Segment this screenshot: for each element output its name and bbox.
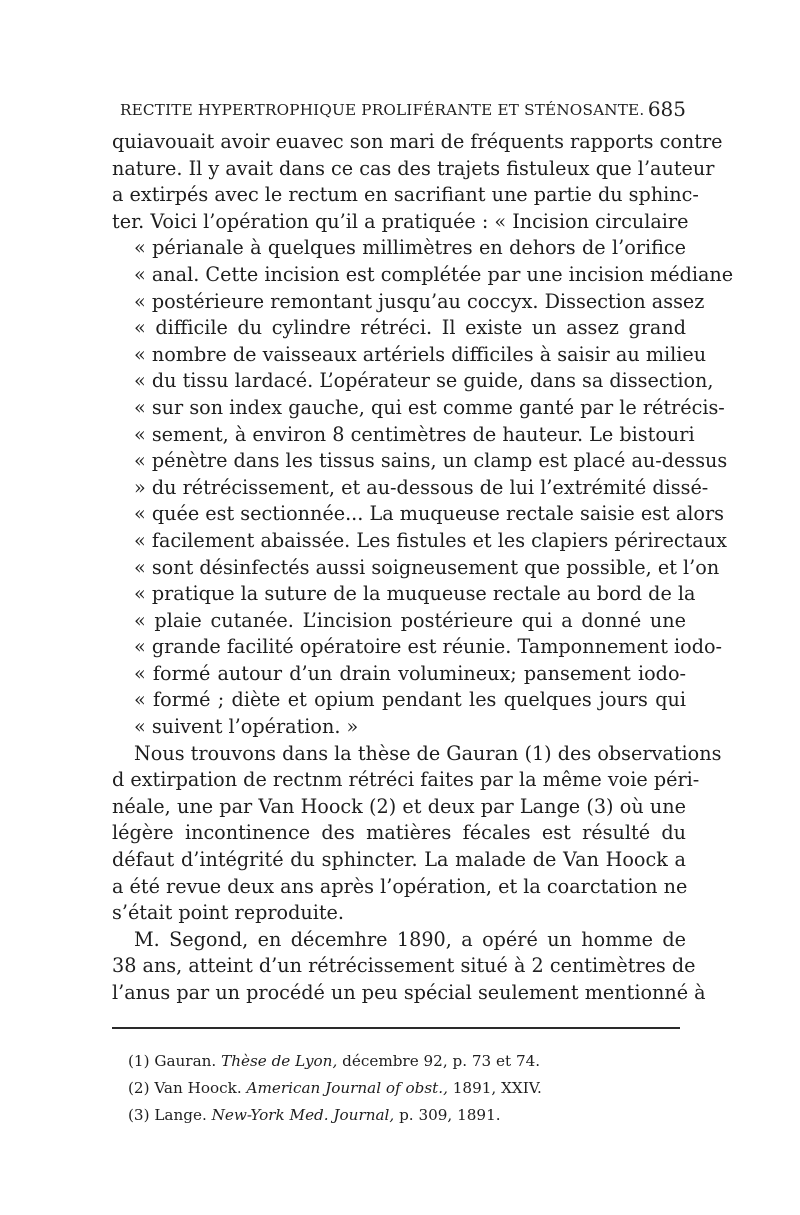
text-line: « sement, à environ 8 centimètres de hauteur. Le bistouri (134, 422, 695, 446)
text-line: nature. Il y avait dans ce cas des trajets fistuleux que l’auteur (112, 156, 715, 180)
text-line: « sont désinfectés aussi soigneusement que possible, et l’on (134, 555, 720, 579)
text-line: « pratique la suture de la muqueuse rectale au bord de la (134, 582, 696, 606)
footnote (128, 1048, 688, 1075)
footnote-author: Van Hoock. (154, 1079, 242, 1097)
footnote-marker: (3) (128, 1106, 150, 1124)
footnote-title: American Journal of obst., (246, 1079, 448, 1097)
text-line: « suivent l’opération. » (134, 715, 359, 739)
running-title: RECTITE HYPERTROPHIQUE PROLIFÉRANTE ET STÉNOSANTE. (120, 101, 645, 119)
text-line: s’était point reproduite. (112, 901, 345, 925)
text-line: « périanale à quelques millimètres en dehors de l’orifice (134, 236, 686, 260)
footnote-author: Lange. (154, 1106, 207, 1124)
footnote-marker: (2) (128, 1079, 150, 1097)
text-line: » du rétrécissement, et au-dessous de lui l’extrémité dissé- (134, 475, 709, 499)
text-line: « du tissu lardacé. L’opérateur se guide, dans sa dissection, (134, 369, 714, 393)
text-line: défaut d’intégrité du sphincter. La malade de Van Hoock a (112, 848, 686, 872)
footnote-details: 1891, XXIV. (452, 1079, 542, 1097)
text-line: « quée est sectionnée... La muqueuse rectale saisie est alors (134, 502, 724, 526)
footnotes (128, 1048, 688, 1129)
page-number: 685 (647, 97, 686, 121)
text-line: légère incontinence des matières fécales est résulté du (112, 821, 686, 845)
text-line: « formé ; diète et opium pendant les quelques jours qui (134, 688, 686, 712)
text-line: « difficile du cylindre rétréci. Il existe un assez grand (134, 316, 686, 340)
text-line: ter. Voici l’opération qu’il a pratiquée : « Incision circulaire (112, 209, 689, 233)
footnote-rule (112, 1027, 680, 1029)
footnote-title: New-York Med. Journal, (211, 1106, 395, 1124)
text-line: « pénètre dans les tissus sains, un clamp est placé au-dessus (134, 449, 728, 473)
footnote-author: Gauran. (154, 1052, 217, 1070)
page-header (114, 97, 686, 125)
footnote (128, 1075, 688, 1102)
footnote (128, 1102, 688, 1129)
text-line: « sur son index gauche, qui est comme ganté par le rétrécis- (134, 395, 725, 419)
text-line: quiavouait avoir euavec son mari de fréquents rapports contre (112, 130, 723, 153)
footnote-details: décembre 92, p. 73 et 74. (342, 1052, 541, 1070)
text-line: 38 ans, atteint d’un rétrécissement situé à 2 centimètres de (112, 954, 696, 978)
text-line: l’anus par un procédé un peu spécial seulement mentionné à (112, 981, 706, 1004)
text-line: « postérieure remontant jusqu’au coccyx. Dissection assez (134, 289, 705, 313)
text-line: « anal. Cette incision est complétée par une incision médiane (134, 262, 734, 286)
footnote-details: p. 309, 1891. (399, 1106, 501, 1124)
text-line: a extirpés avec le rectum en sacrifiant une partie du sphinc- (112, 183, 699, 207)
text-line: « nombre de vaisseaux artériels difficiles à saisir au milieu (134, 342, 707, 366)
body-text (112, 129, 734, 1007)
text-line: « facilement abaissée. Les fistules et les clapiers périrectaux (134, 528, 727, 552)
footnote-marker: (1) (128, 1052, 150, 1070)
footnote-title: Thèse de Lyon, (221, 1052, 338, 1070)
text-line: « grande facilité opératoire est réunie. Tamponnement iodo- (134, 635, 723, 659)
text-line: néale, une par Van Hoock (2) et deux par Lange (3) où une (112, 794, 686, 818)
text-line: « formé autour d’un drain volumineux; pansement iodo- (134, 661, 686, 685)
text-line: Nous trouvons dans la thèse de Gauran (1) des observations (134, 741, 722, 765)
text-line: d extirpation de rectnm rétréci faites par la même voie péri- (112, 768, 700, 792)
text-line: a été revue deux ans après l’opération, et la coarctation ne (112, 874, 688, 898)
text-line: M. Segond, en décemhre 1890, a opéré un homme de (134, 927, 686, 951)
text-line: « plaie cutanée. L’incision postérieure qui a donné une (134, 608, 686, 632)
